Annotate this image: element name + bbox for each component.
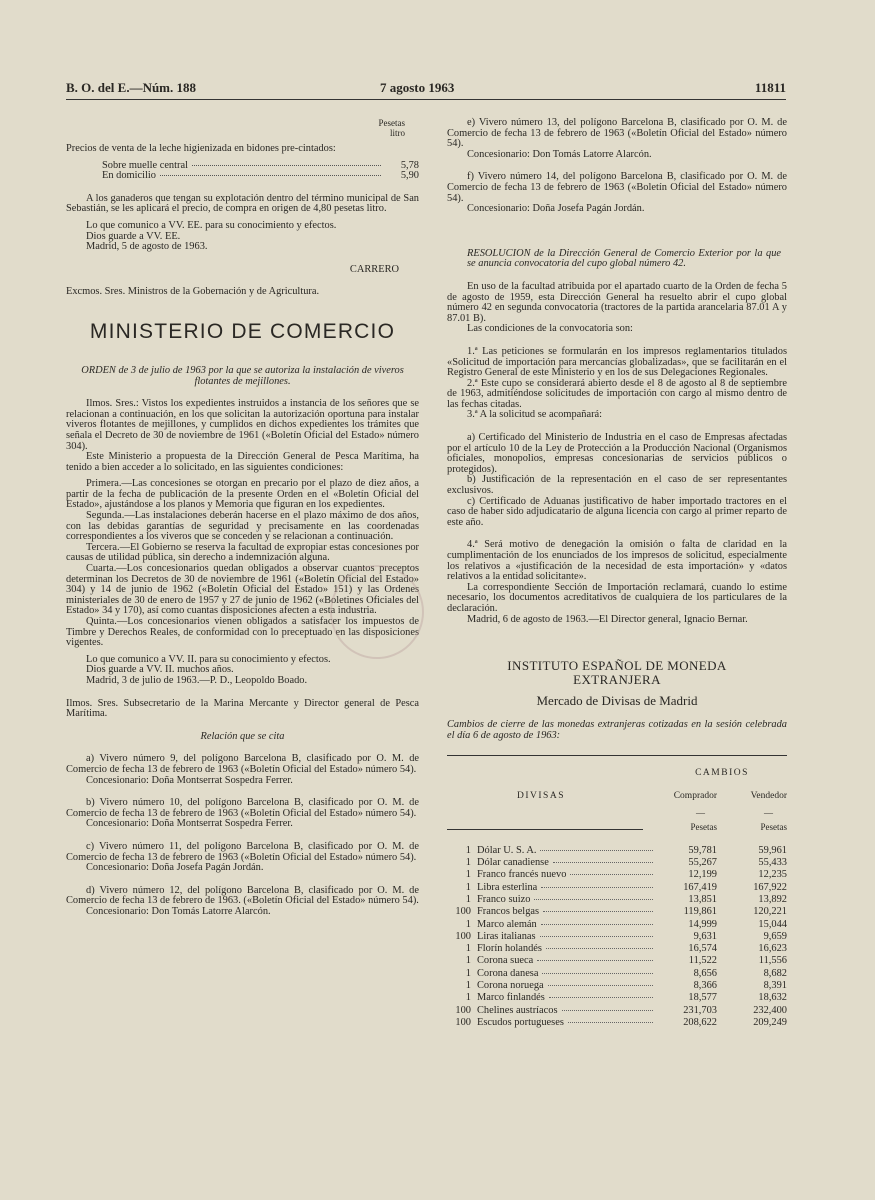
paragraph: Dios guarde a VV. II. muchos años. [86, 664, 234, 676]
vivero-item: a) Vivero número 9, del polígono Barcelona B, clasificado por O. M. de Comercio de fecha 13 de febrero de 1963 («Boletín Oficial del Estado» número 54). [66, 753, 419, 775]
fx-buy: 9,631 [693, 930, 717, 942]
fx-row [447, 845, 787, 857]
fx-currency: Chelines austríacos [477, 1004, 558, 1016]
fx-buy: 55,267 [688, 857, 717, 869]
fx-sell: 11,556 [758, 955, 787, 967]
precios-intro: Precios de venta de la leche higienizada en bidones pre-cintados: [66, 143, 336, 154]
fx-sell: 16,623 [758, 943, 787, 955]
fx-currency: Dólar canadiense [477, 857, 549, 869]
fx-currency: Libra esterlina [477, 881, 538, 893]
fx-row [447, 906, 787, 918]
concesionario: Concesionario: Doña Montserrat Sospedra Ferrer. [86, 774, 293, 786]
fx-sell: 120,221 [753, 906, 787, 918]
fx-sell: 12,235 [758, 869, 787, 881]
resolucion-title: RESOLUCION de la Dirección General de Comercio Exterior por la que se anuncia convocatoria del cupo global número 42. [467, 247, 781, 270]
fx-quantity: 1 [465, 881, 471, 893]
fx-row [447, 943, 787, 955]
paragraph: Ilmos. Sres.: Vistos los expedientes instruidos a instancia de los señores que se relacionan a continuación, en los que solicitan la autorización oportuna para instalar viveros flotantes de mejillones, y cumplidos en dichos expedientes los trámites que señala el Decreto de 30 de noviembre de 1961 («Boletín Oficial del Estado» número 304). [66, 398, 419, 452]
fx-buy: 18,577 [688, 992, 717, 1004]
vivero-item: c) Vivero número 11, del polígono Barcelona B, clasificado por O. M. de Comercio de fecha 13 de febrero de 1963 («Boletín Oficial del Estado» número 54). [66, 840, 419, 863]
fx-quantity: 1 [465, 893, 471, 905]
header-rule [66, 99, 786, 100]
relacion-heading: Relación que se cita [200, 730, 285, 742]
fx-currency: Franco suizo [477, 893, 531, 905]
fx-buy: 12,199 [688, 869, 717, 881]
fx-row [447, 992, 787, 1004]
paragraph: Primera.—Las concesiones se otorgan en precario por el plazo de diez años, a partir de la fecha de publicación de la presente Orden en el «Boletín Oficial del Estado», ajustándose a los planos y Memoria que figuran en los expedientes. [66, 478, 419, 511]
fx-quantity: 1 [465, 869, 471, 881]
concesionario: Concesionario: Doña Montserrat Sospedra Ferrer. [86, 818, 293, 830]
paragraph: 3.ª A la solicitud se acompañará: [467, 409, 603, 421]
fx-buy: 13,851 [688, 893, 717, 905]
signature: CARRERO [349, 263, 399, 275]
watermark-stamp [330, 565, 424, 659]
paragraph: Lo que comunico a VV. II. para su conocimiento y efectos. [86, 653, 331, 665]
cambios-intro: Cambios de cierre de las monedas extranjeras cotizadas en la sesión celebrada el día 6 de agosto de 1963: [447, 719, 787, 741]
header-publication: B. O. del E.—Núm. 188 [66, 80, 197, 95]
fx-table-header: DIVISAS Comprador Vendedor [517, 790, 787, 801]
addressee: Excmos. Sres. Ministros de la Gobernación y de Agricultura. [66, 286, 320, 298]
paragraph: Quinta.—Los concesionarios vienen obligados a satisfacer los impuestos de Timbre y Derechos Reales, de conformidad con lo preceptuado en las disposiciones vigentes. [66, 616, 419, 649]
paragraph: Madrid, 6 de agosto de 1963.—El Director general, Ignacio Bernar. [467, 613, 748, 625]
fx-sell: 209,249 [753, 1016, 787, 1028]
paragraph: c) Certificado de Aduanas justificativo de haber importado tractores en el caso de haber sido adjudicatario de alguna licencia con cargo al primer reparto de este año. [447, 495, 787, 528]
fx-table-units: — — [696, 807, 773, 818]
fx-currency: Florín holandés [477, 943, 542, 955]
fx-buy: 59,781 [688, 844, 717, 856]
fx-quantity: 1 [465, 844, 471, 856]
vivero-item: e) Vivero número 13, del polígono Barcelona B, clasificado por O. M. de Comercio de fecha 13 de febrero de 1963 («Boletín Oficial del Estado» número 54). [447, 117, 787, 150]
fx-buy: 231,703 [683, 1004, 717, 1016]
fx-row [447, 931, 787, 943]
fx-currency: Corona danesa [477, 967, 539, 979]
fx-currency: Francos belgas [477, 906, 540, 918]
fx-row [447, 857, 787, 869]
fx-currency: Dólar U. S. A. [477, 844, 537, 856]
fx-table-units: Pesetas Pesetas [447, 822, 787, 833]
header-date: 7 agosto 1963 [380, 80, 455, 95]
fx-currency: Escudos portugueses [477, 1016, 564, 1028]
paragraph: 4.ª Será motivo de denegación la omisión o falta de claridad en la cumplimentación de los enunciados de los impresos de solicitud, especialmente los relativos a «justificación de la necesidad de esta importación» y «datos relativos a la entidad solicitante». [447, 539, 787, 583]
concesionario: Concesionario: Doña Josefa Pagán Jordán. [467, 203, 645, 215]
fx-quantity: 1 [465, 955, 471, 967]
addressee: Ilmos. Sres. Subsecretario de la Marina Mercante y Director general de Pesca Marítima. [66, 697, 419, 720]
fx-row [447, 869, 787, 881]
paragraph: Madrid, 5 de agosto de 1963. [86, 241, 208, 253]
header-page-number: 11811 [754, 80, 786, 95]
fx-sell: 232,400 [753, 1004, 787, 1016]
vivero-item: f) Vivero número 14, del polígono Barcelona B, clasificado por O. M. de Comercio de fecha 13 de febrero de 1963 («Boletín Oficial del Estado» número 54). [447, 171, 787, 204]
fx-row [447, 980, 787, 992]
fx-quantity: 1 [465, 857, 471, 869]
fx-sell: 13,892 [758, 893, 787, 905]
paragraph: a) Certificado del Ministerio de Industria en el caso de Empresas afectadas por el artículo 10 de la Ley de Protección a la Producción Nacional (Organismos oficiales, monopolios, empresas concesionarias de servicios públicos o protegidos). [447, 432, 787, 475]
fx-currency: Corona sueca [477, 955, 534, 967]
fx-quantity: 100 [455, 906, 471, 918]
fx-sell: 167,922 [753, 881, 787, 893]
fx-buy: 167,419 [683, 881, 717, 893]
fx-quantity: 1 [465, 979, 471, 991]
fx-quantity: 1 [465, 943, 471, 955]
fx-buy: 16,574 [688, 943, 717, 955]
price-row: Sobre muelle central 5,78 [102, 159, 419, 171]
mercado-heading: Mercado de Divisas de Madrid [536, 693, 698, 709]
fx-buy: 8,366 [693, 979, 717, 991]
paragraph: Tercera.—El Gobierno se reserva la facultad de expropiar estas concesiones por causas de utilidad pública, sin derecho a indemnización alguna. [66, 541, 419, 564]
cambios-heading: CAMBIOS [695, 768, 749, 779]
fx-quantity: 1 [465, 992, 471, 1004]
left-column [66, 118, 419, 917]
fx-row [447, 882, 787, 894]
concesionario: Concesionario: Don Tomás Latorre Alarcón. [467, 148, 652, 160]
fx-row [447, 1017, 787, 1029]
vivero-item: b) Vivero número 10, del polígono Barcelona B, clasificado por O. M. de Comercio de fecha 13 de febrero de 1963 («Boletín Oficial del Estado» número 54). [66, 797, 419, 819]
fx-buy: 8,656 [693, 967, 717, 979]
fx-currency: Liras italianas [477, 930, 536, 942]
fx-buy: 14,999 [688, 918, 717, 930]
paragraph: Madrid, 3 de julio de 1963.—P. D., Leopoldo Boado. [86, 674, 308, 686]
fx-quantity: 1 [465, 918, 471, 930]
pesetas-litro-heading: Pesetas litro [378, 118, 405, 138]
paragraph: 2.ª Este cupo se considerará abierto desde el 8 de agosto al 8 de septiembre de 1963, admitiéndose solicitudes de importación con cargo al mismo dentro de las fechas citadas. [447, 377, 787, 410]
fx-sell: 9,659 [763, 930, 787, 942]
fx-currency: Corona noruega [477, 979, 544, 991]
fx-sell: 59,961 [758, 844, 787, 856]
fx-sell: 15,044 [758, 918, 787, 930]
paragraph: Cuarta.—Los concesionarios quedan obligados a observar cuantos preceptos determinan los Decretos de 30 de noviembre de 1961 («Boletín Oficial del Estado» 304) y 14 de junio de 1962 («Boletín Oficial del Estado» 151) y las Ordenes ministeriales de 30 de enero de 1957 y 27 de junio de 1962 («Boletines Oficiales del Estado» 34 y 170), así como cuantas disposiciones afecten a esta industria. [66, 563, 419, 617]
institute-title: INSTITUTO ESPAÑOL DE MONEDA EXTRANJERA [507, 658, 727, 688]
fx-sell: 8,391 [763, 979, 787, 991]
paragraph: Las condiciones de la convocatoria son: [467, 323, 633, 335]
fx-currency: Marco alemán [477, 918, 537, 930]
fx-table [447, 845, 787, 1029]
paragraph: En uso de la facultad atribuida por el apartado cuarto de la Orden de fecha 5 de agosto de 1959, esta Dirección General ha resuelto abrir el cupo global número 42 en segunda convocatoria (tractores de la partida arancelaria 87.01 A y 87.01 B). [447, 280, 787, 324]
fx-quantity: 100 [455, 1016, 471, 1028]
fx-sell: 8,682 [763, 967, 787, 979]
fx-buy: 119,861 [683, 906, 717, 918]
fx-row [447, 1005, 787, 1017]
fx-quantity: 1 [465, 967, 471, 979]
fx-buy: 11,522 [688, 955, 717, 967]
fx-quantity: 100 [455, 1004, 471, 1016]
concesionario: Concesionario: Don Tomás Latorre Alarcón. [86, 905, 271, 917]
price-row: En domicilio 5,90 [102, 170, 419, 182]
paragraph: Segunda.—Las instalaciones deberán hacerse en el plazo máximo de dos años, con las debidas garantías de seguridad y precisamente en las coordenadas correspondientes a los viveros que se conceden y se relacionan a continuación. [66, 510, 419, 543]
paragraph: b) Justificación de la representación en el caso de ser representantes exclusivos. [447, 474, 787, 497]
fx-row [447, 968, 787, 980]
right-column [447, 118, 787, 1029]
fx-row [447, 955, 787, 967]
fx-quantity: 100 [455, 930, 471, 942]
fx-row [447, 894, 787, 906]
concesionario: Concesionario: Doña Josefa Pagán Jordán. [86, 862, 264, 874]
orden-title: ORDEN de 3 de julio de 1963 por la que se autoriza la instalación de viveros flotantes de mejillones. [81, 364, 404, 387]
fx-sell: 55,433 [758, 857, 787, 869]
fx-sell: 18,632 [758, 992, 787, 1004]
paragraph: La correspondiente Sección de Importación reclamará, cuando lo estime necesario, los documentos acreditativos de cualquiera de los particulares de la declaración. [447, 581, 787, 614]
vivero-item: d) Vivero número 12, del polígono Barcelona B, clasificado por O. M. de Comercio de fecha 13 de febrero de 1963. («Boletín Oficial del Estado» número 54). [66, 884, 419, 907]
fx-row [447, 919, 787, 931]
page-header [66, 80, 786, 98]
fx-currency: Marco finlandés [477, 992, 545, 1004]
fx-currency: Franco francés nuevo [477, 869, 567, 881]
paragraph: Este Ministerio a propuesta de la Dirección General de Pesca Marítima, ha tenido a bien acceder a lo solicitado, en las siguientes condiciones: [66, 451, 419, 473]
paragraph: A los ganaderos que tengan su explotación dentro del término municipal de San Sebastián, se les aplicará el precio, de compra en origen de 4,80 pesetas litro. [66, 192, 419, 215]
fx-buy: 208,622 [683, 1016, 717, 1028]
ministry-heading: MINISTERIO DE COMERCIO [89, 319, 396, 343]
paragraph: 1.ª Las peticiones se formularán en los impresos reglamentarios titulados «Solicitud de importación para mercancías globalizadas», que se facilitarán en el Registro General de este Ministerio y en los de sus Delegaciones Regionales. [447, 345, 787, 379]
paragraph: Lo que comunico a VV. EE. para su conocimiento y efectos. [86, 219, 337, 231]
paragraph: Dios guarde a VV. EE. [86, 230, 181, 242]
